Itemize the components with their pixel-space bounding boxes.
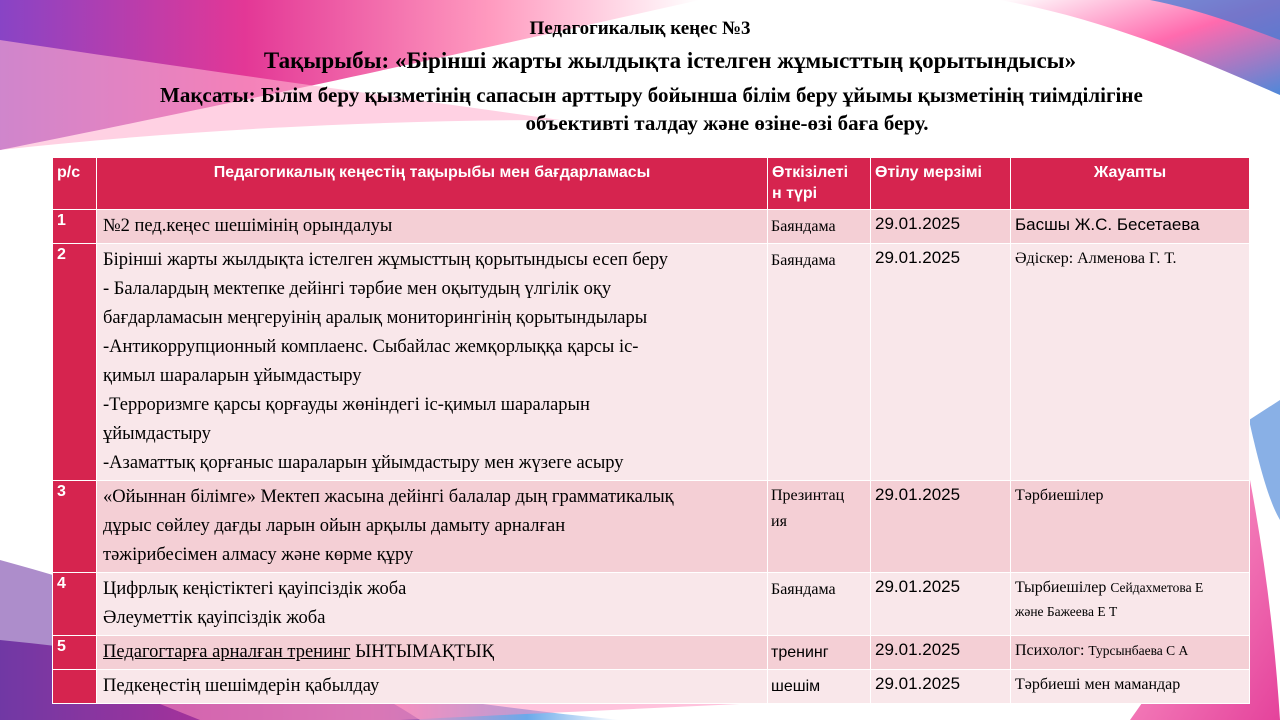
table-row (53, 636, 1250, 670)
resp-main: Тырбиешілер (1015, 579, 1107, 596)
topic-line: Педкеңестің шешімдерін қабылдау (103, 676, 380, 696)
row-date: 29.01.2025 (871, 244, 1011, 481)
topic-line: Бірінші жарты жылдықта істелген жұмысттың қорытындысы есеп беру (103, 250, 669, 270)
type-line: ия (771, 513, 787, 530)
topic-line: Әлеуметтік қауіпсіздік жоба (103, 608, 326, 628)
row-type: тренинг (768, 636, 871, 670)
header-num: р/с (53, 158, 97, 210)
row-topic (97, 636, 768, 670)
row-topic (97, 481, 768, 573)
resp-name: Турсынбаева С А (1088, 643, 1189, 658)
resp-name: Сейдахметова Е (1110, 580, 1204, 595)
row-resp: Тәрбиешілер (1011, 481, 1250, 573)
row-type: Баяндама (768, 210, 871, 244)
row-resp (1011, 636, 1250, 670)
table-row (53, 210, 1250, 244)
council-title: Педагогикалық кеңес №3 (529, 18, 751, 39)
type-line: Презинтац (771, 487, 845, 504)
council-topic: Тақырыбы: «Бірінші жарты жылдықта істелген жұмысттың қорытындысы» (263, 48, 1077, 73)
row-resp: Тәрбиеші мен мамандар (1011, 670, 1250, 704)
row-num: 3 (53, 481, 97, 573)
row-topic (97, 244, 768, 481)
agenda-table (52, 157, 1250, 704)
row-num: 2 (53, 244, 97, 481)
header-resp: Жауапты (1011, 158, 1250, 210)
resp-main: Психолог: (1015, 642, 1085, 659)
table-row (53, 481, 1250, 573)
row-resp: Басшы Ж.С. Бесетаева (1011, 210, 1250, 244)
table-header-row (53, 158, 1250, 210)
council-goal-line1: Мақсаты: Білім беру қызметінің сапасын арттыру бойынша білім беру ұйымы қызметінің тиімділігіне (160, 83, 1143, 107)
row-date: 29.01.2025 (871, 670, 1011, 704)
topic-line: қимыл шараларын ұйымдастыру (103, 366, 362, 386)
row-type: Баяндама (768, 244, 871, 481)
row-date: 29.01.2025 (871, 481, 1011, 573)
row-resp (1011, 573, 1250, 636)
row-topic (97, 573, 768, 636)
row-topic (97, 210, 768, 244)
row-date: 29.01.2025 (871, 573, 1011, 636)
table-row (53, 573, 1250, 636)
header-type (768, 158, 871, 210)
row-type: шешім (768, 670, 871, 704)
topic-line: Цифрлық кеңістіктегі қауіпсіздік жоба (103, 579, 407, 599)
topic-line: бағдарламасын меңгеруінің аралық мониторингінің қорытындылары (103, 308, 648, 328)
topic-line: тәжірибесімен алмасу және көрме құру (103, 545, 414, 565)
topic-line: -Антикоррупционный комплаенс. Сыбайлас жемқорлыққа қарсы іс- (103, 337, 639, 357)
training-link[interactable]: Педагогтарға арналған тренинг (103, 642, 351, 662)
row-type: Баяндама (768, 573, 871, 636)
header-type-b: н түрі (772, 185, 818, 202)
table-row (53, 670, 1250, 704)
header-date: Өтілу мерзімі (871, 158, 1011, 210)
row-date: 29.01.2025 (871, 636, 1011, 670)
row-num: 5 (53, 636, 97, 670)
header-topic: Педагогикалық кеңестің тақырыбы мен бағдарламасы (97, 158, 768, 210)
row-num (53, 670, 97, 704)
row-resp: Әдіскер: Алменова Г. Т. (1011, 244, 1250, 481)
row-date: 29.01.2025 (871, 210, 1011, 244)
table-row (53, 244, 1250, 481)
council-goal-line2: объективті талдау және өзіне-өзі баға беру. (525, 111, 929, 135)
topic-rest: ЫНТЫМАҚТЫҚ (350, 642, 494, 662)
row-topic (97, 670, 768, 704)
header-type-a: Өткізілеті (772, 164, 849, 181)
topic-line: дұрыс сөйлеу дағды ларын ойын арқылы дамыту арналған (103, 516, 566, 536)
topic-line: -Терроризмге қарсы қорғауды жөніндегі іс-қимыл шараларын (103, 395, 590, 415)
row-num: 1 (53, 210, 97, 244)
topic-line: -Азаматтық қорғаныс шараларын ұйымдастыру мен жүзеге асыру (103, 453, 624, 473)
row-num: 4 (53, 573, 97, 636)
topic-line: - Балалардың мектепке дейінгі тәрбие мен оқытудың үлгілік оқу (103, 279, 612, 299)
topic-line: ұйымдастыру (103, 424, 211, 444)
resp-name: және Бажеева Е Т (1015, 604, 1118, 619)
topic-line: «Ойыннан білімге» Мектеп жасына дейінгі балалар дың грамматикалық (103, 487, 674, 507)
topic-line: №2 пед.кеңес шешімінің орындалуы (103, 216, 393, 236)
row-type (768, 481, 871, 573)
